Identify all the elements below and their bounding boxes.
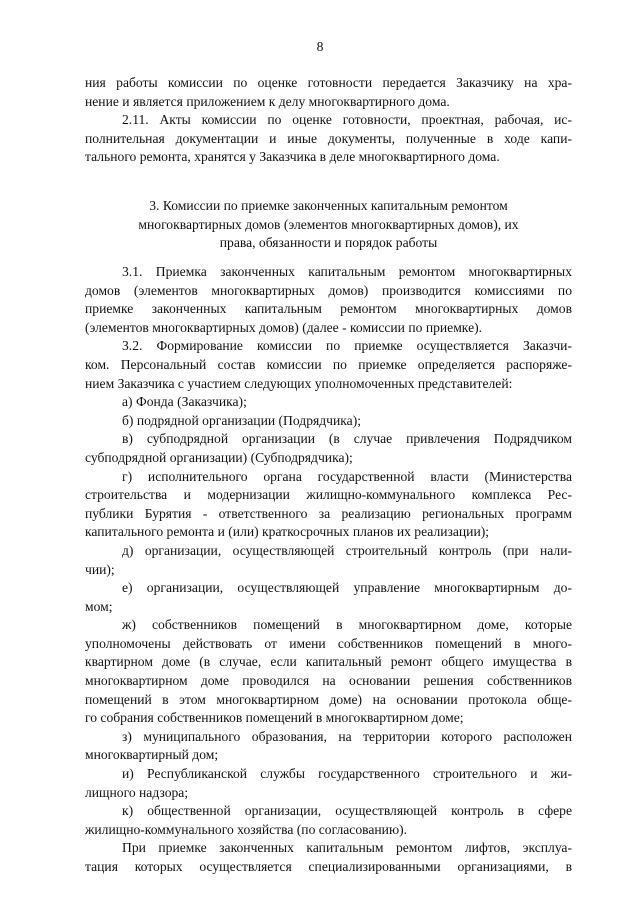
text-line: уполномочены действовать от имени собственников помещений в много-	[85, 635, 572, 651]
text-line: полнительная документации и иные документы, полученные в ходе капи-	[85, 130, 572, 146]
text-line: (элементов многоквартирных домов) (далее - комиссии по приемке).	[85, 319, 483, 335]
text-line: тация которых осуществляется специализированными организациями, в	[85, 859, 572, 874]
text-line: 2.11. Акты комиссии по оценке готовности, проектная, рабочая, ис-	[122, 112, 572, 128]
section-2-continuation	[85, 74, 572, 167]
text-line: домов (элементов многоквартирных домов) производится комиссиями по	[85, 282, 572, 298]
list-item: д) организации, осуществляющей строительный контроль (при нали-	[122, 542, 572, 558]
text-line: нение и является приложением к делу многоквартирного дома.	[85, 93, 450, 109]
text-line: чии);	[85, 561, 115, 577]
text-line: многоквартирном доме проводился на основании решения собственников	[85, 673, 572, 689]
text-line: тального ремонта, хранятся у Заказчика в деле многоквартирного дома.	[85, 149, 500, 165]
text-line: мом;	[85, 598, 113, 614]
list-item: г) исполнительного органа государственной власти (Министерства	[122, 468, 572, 484]
text-line: квартирном доме (в случае, если капитальный ремонт общего имущества в	[85, 654, 572, 670]
text-line: многоквартирный дом;	[85, 747, 219, 763]
text-line: помещений в этом многоквартирном доме) на основании протокола обще-	[85, 691, 572, 707]
list-item: е) организации, осуществляющей управление многоквартирным до-	[122, 580, 572, 596]
list-item: и) Республиканской службы государственного строительного и жи-	[122, 766, 572, 782]
text-line: 3.2. Формирование комиссии по приемке осуществляется Заказчи-	[122, 338, 572, 354]
text-line: публики Бурятия - ответственного за реализацию региональных программ	[85, 505, 572, 521]
text-line: субподрядной организации) (Субподрядчика);	[85, 449, 353, 465]
text-line: лищного надзора;	[85, 784, 189, 800]
text-line: При приемке законченных капитальным ремонтом лифтов, эксплуа-	[122, 840, 572, 856]
list-item: з) муниципального образования, на территории которого расположен	[122, 728, 572, 744]
list-item: а) Фонда (Заказчика);	[122, 394, 247, 410]
text-line: нием Заказчика с участием следующих уполномоченных представителей:	[85, 375, 513, 391]
list-item: ж) собственников помещений в многоквартирном доме, которые	[122, 617, 572, 633]
text-line: жилищно-коммунального хозяйства (по согласованию).	[85, 821, 408, 837]
section-3-body	[85, 263, 572, 877]
text-line: ком. Персональный состав комиссии по приемке определяется распоряже-	[85, 356, 572, 372]
list-item: к) общественной организации, осуществляющей контроль в сфере	[122, 803, 572, 819]
heading-line: многоквартирных домов (элементов многоквартирных домов), их	[138, 216, 519, 232]
text-line: го собрания собственников помещений в многоквартирном доме;	[85, 710, 464, 726]
page-number: 8	[316, 39, 324, 54]
list-item: в) субподрядной организации (в случае привлечения Подрядчиком	[122, 431, 572, 447]
text-line: 3.1. Приемка законченных капитальным ремонтом многоквартирных	[122, 264, 572, 279]
heading-line: права, обязанности и порядок работы	[219, 235, 438, 251]
text-line: капитального ремонта и (или) краткосрочных планов их реализации);	[85, 524, 490, 540]
heading-line: 3. Комиссии по приемке законченных капитальным ремонтом	[149, 198, 508, 213]
section-3-heading	[85, 197, 572, 253]
text-line: строительства и модернизации жилищно-коммунального комплекса Рес-	[85, 487, 572, 503]
text-line: ния работы комиссии по оценке готовности передается Заказчику на хра-	[85, 75, 572, 90]
text-line: приемке законченных капитальным ремонтом многоквартирных домов	[85, 301, 572, 317]
list-item: б) подрядной организации (Подрядчика);	[122, 412, 362, 428]
